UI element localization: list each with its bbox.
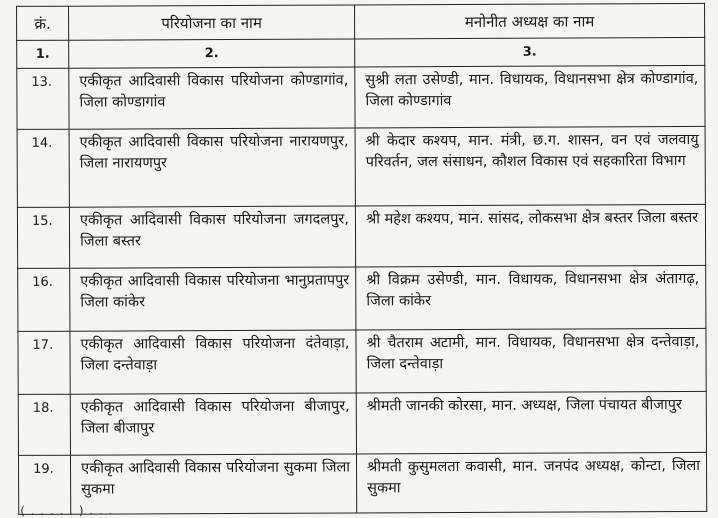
- column-number-2: 2.: [69, 39, 355, 68]
- row-project: एकीकृत आदिवासी विकास परियोजना नारायणपुर, जिला नारायणपुर: [69, 128, 355, 207]
- row-serial: 14.: [17, 129, 69, 207]
- row-chairman: श्रीमती कुसुमलता कवासी, मान. जनपंद अध्यक्ष, कोन्टा, जिला सुकमा: [356, 452, 706, 513]
- row-serial: 13.: [17, 68, 69, 129]
- table-row: [17, 204, 705, 268]
- header-row: [17, 3, 705, 40]
- header-project-name: परियोजना का नाम: [69, 5, 355, 40]
- row-serial: 19.: [18, 455, 70, 514]
- row-chairman: श्री महेश कश्यप, मान. सांसद, लोकसभा क्षेत्र बस्तर जिला बस्तर: [355, 204, 705, 267]
- header-chairman-name: मनोनीत अध्यक्ष का नाम: [355, 3, 705, 39]
- row-serial: 15.: [17, 207, 69, 268]
- row-serial: 17.: [18, 331, 70, 394]
- column-number-row: [17, 37, 705, 68]
- table-row: [18, 452, 706, 514]
- table-row: [17, 126, 705, 207]
- row-chairman: सुश्री लता उसेण्डी, मान. विधायक, विधानसभा क्षेत्र कोण्डागांव, जिला कोण्डागांव: [355, 65, 705, 128]
- row-project: एकीकृत आदिवासी विकास परियोजना जगदलपुर, जिला बस्तर: [69, 206, 355, 268]
- row-chairman: श्री चैतराम अटामी, मान. विधायक, विधानसभा क्षेत्र दन्तेवाड़ा, जिला दन्तेवाड़ा: [356, 328, 706, 393]
- column-number-1: 1.: [17, 40, 69, 68]
- header-serial: क्रं.: [17, 6, 69, 40]
- row-chairman: श्री विक्रम उसेण्डी, मान. विधायक, विधानसभा क्षेत्र अंतागढ़, जिला कांकेर: [356, 265, 706, 330]
- row-project: एकीकृत आदिवासी विकास परियोजना भानुप्रतापपुर जिला कांकेर: [70, 267, 356, 331]
- project-chairman-table: [16, 3, 707, 515]
- row-serial: 16.: [18, 268, 70, 331]
- row-project: एकीकृत आदिवासी विकास परियोजना बीजापुर, जिला बीजापुर: [70, 393, 356, 455]
- row-project: एकीकृत आदिवासी विकास परियोजना दंतेवाड़ा, जिला दन्तेवाड़ा: [70, 330, 356, 394]
- table-row: [18, 265, 706, 331]
- footer-fragment: ( . . . . . ) . . .: [20, 503, 114, 518]
- column-number-3: 3.: [355, 37, 705, 67]
- table-row: [18, 391, 706, 455]
- row-serial: 18.: [18, 394, 70, 455]
- row-chairman: श्री केदार कश्यप, मान. मंत्री, छ.ग. शासन, वन एवं जलवायु परिवर्तन, जल संसाधन, कौशल विकास एवं सहकारिता विभाग: [355, 126, 705, 206]
- table-row: [17, 65, 705, 129]
- row-project: एकीकृत आदिवासी विकास परियोजना सुकमा जिला सुकमा: [70, 454, 356, 514]
- row-chairman: श्रीमती जानकी कोरसा, मान. अध्यक्ष, जिला पंचायत बीजापुर: [356, 391, 706, 454]
- table-row: [18, 328, 706, 394]
- row-project: एकीकृत आदिवासी विकास परियोजना कोण्डागांव, जिला कोण्डागांव: [69, 67, 355, 129]
